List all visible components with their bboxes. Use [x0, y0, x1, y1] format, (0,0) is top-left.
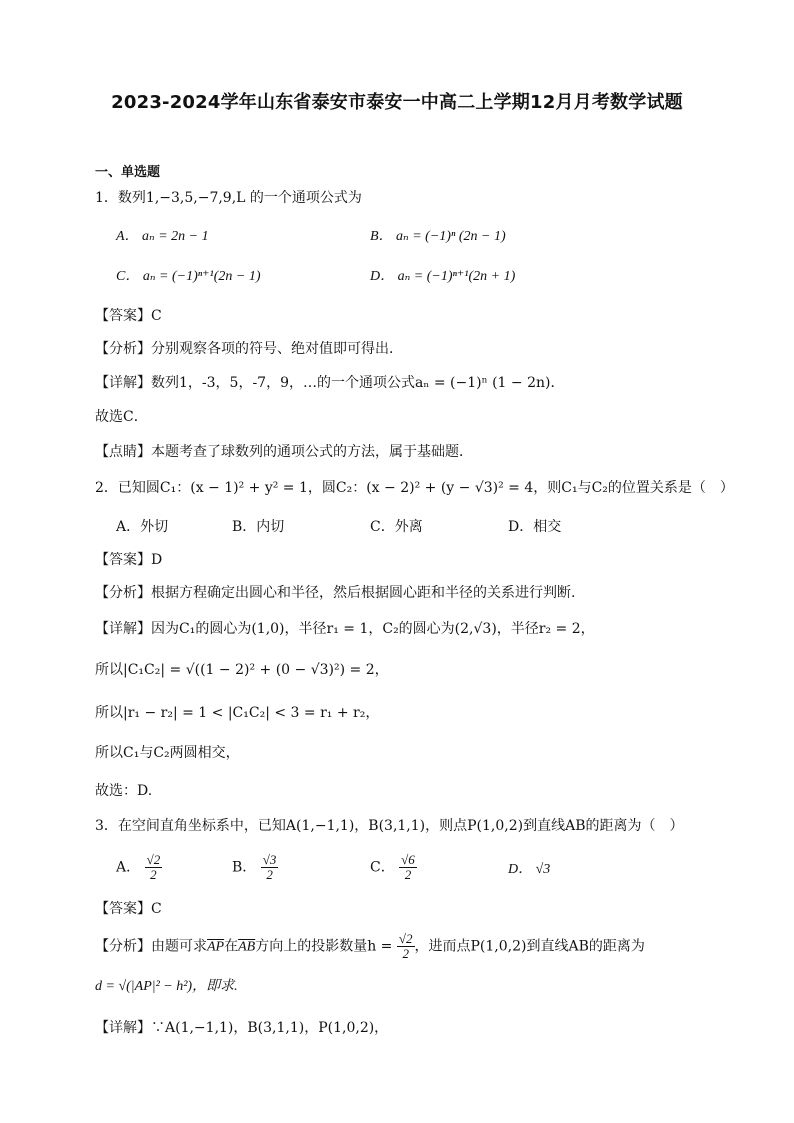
- q3-option-b-denominator: 2: [266, 867, 273, 882]
- q3-detail: 【详解】∵A(1,−1,1)，B(3,1,1)，P(1,0,2)，: [95, 1020, 389, 1036]
- q1-comment: 【点睛】本题考查了球数列的通项公式的方法，属于基础题．: [95, 444, 473, 460]
- q1-detail: 【详解】数列1，-3，5，-7，9，…的一个通项公式aₙ = (−1)ⁿ (1 − 2n)．: [95, 375, 565, 391]
- section-heading: 一、单选题: [95, 165, 161, 180]
- q2-option-c: C．外离: [370, 519, 423, 535]
- q1-answer: 【答案】C: [95, 308, 162, 324]
- q2-choose: 故选：D.: [95, 783, 153, 799]
- q3-option-b-numerator: √3: [262, 852, 277, 867]
- q2-answer: 【答案】D: [95, 552, 163, 568]
- q1-stem: 1．数列1,−3,5,−7,9,L 的一个通项公式为: [95, 190, 362, 206]
- q2-analysis: 【分析】根据方程确定出圆心和半径，然后根据圆心距和半径的关系进行判断.: [95, 585, 576, 601]
- q3-analysis-text-c: 方向上的投影数量h =: [255, 938, 393, 955]
- vector-ab: $\overline{AB}$: [238, 939, 256, 955]
- q2-option-d: D．相交: [508, 519, 562, 535]
- q1-analysis: 【分析】分别观察各项的符号、绝对值即可得出．: [95, 341, 403, 357]
- q2-option-a: A．外切: [116, 519, 169, 535]
- q3-option-a-numerator: √2: [146, 852, 161, 867]
- q1-option-b: B． aₙ = (−1)ⁿ (2n − 1): [370, 229, 506, 244]
- q3-analysis: [95, 932, 645, 961]
- vector-ap: $\overline{AP}$: [207, 939, 225, 955]
- q3-option-a-fraction: [145, 853, 163, 882]
- q3-answer: 【答案】C: [95, 901, 162, 917]
- q3-option-c-label: C．: [370, 859, 395, 876]
- q3-option-c-fraction: [399, 853, 417, 882]
- q3-option-b-fraction: [261, 853, 279, 882]
- q3-analysis-text-a: 【分析】由题可求: [95, 938, 207, 955]
- q3-option-b: [232, 853, 278, 882]
- q1-option-c: C． aₙ = (−1)ⁿ⁺¹(2n − 1): [116, 269, 261, 284]
- q3-analysis-h-denominator: 2: [402, 946, 409, 961]
- q3-option-c-denominator: 2: [404, 867, 412, 882]
- q3-option-a: [116, 853, 162, 882]
- q2-detail: 【详解】因为C₁的圆心为(1,0)，半径r₁ = 1，C₂的圆心为(2,√3)，半径r₂ = 2，: [95, 621, 595, 637]
- q3-option-c-numerator: √6: [401, 852, 415, 867]
- q1-option-a: A． aₙ = 2n − 1: [116, 229, 209, 244]
- q3-analysis-text-d: ，进而点P(1,0,2)到直线AB的距离为: [414, 938, 645, 955]
- q3-option-c: [370, 853, 417, 882]
- q1-choose: 故选C．: [95, 409, 148, 425]
- q3-stem: 3．在空间直角坐标系中，已知A(1,−1,1)，B(3,1,1)，则点P(1,0,2)到直线AB的距离为（ ）: [95, 818, 684, 834]
- q3-distance-formula: d = √(|AP|² − h²)，即求.: [95, 979, 238, 994]
- q3-option-d: D． √3: [508, 862, 551, 877]
- q3-option-b-label: B．: [232, 859, 257, 876]
- q3-option-a-label: A．: [116, 859, 141, 876]
- q2-line-1: 所以|C₁C₂| = √((1 − 2)² + (0 − √3)²) = 2，: [95, 662, 389, 678]
- q3-analysis-h-numerator: √2: [398, 931, 413, 946]
- q2-line-2: 所以|r₁ − r₂| = 1 < |C₁C₂| < 3 = r₁ + r₂，: [95, 705, 380, 721]
- q3-analysis-h-fraction: [397, 932, 415, 961]
- q3-option-a-denominator: 2: [150, 867, 157, 882]
- q2-option-b: B．内切: [232, 519, 285, 535]
- page-title: 2023-2024学年山东省泰安市泰安一中高二上学期12月月考数学试题: [111, 92, 683, 113]
- q2-stem: 2．已知圆C₁：(x − 1)² + y² = 1，圆C₂：(x − 2)² + (y − √3)² = 4，则C₁与C₂的位置关系是（ ）: [95, 480, 734, 496]
- q1-option-d: D． aₙ = (−1)ⁿ⁺¹(2n + 1): [370, 269, 516, 284]
- q2-line-3: 所以C₁与C₂两圆相交，: [95, 745, 240, 761]
- q3-analysis-text-b: 在: [224, 938, 239, 955]
